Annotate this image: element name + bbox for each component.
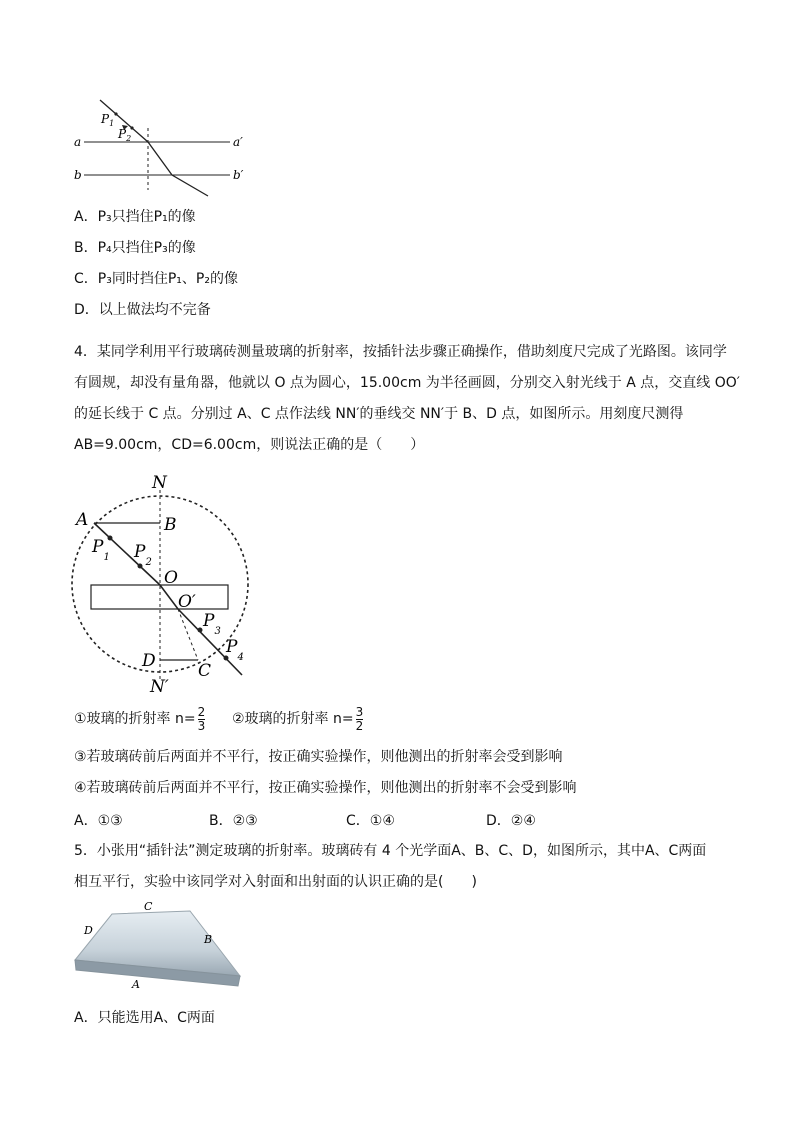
- q3-option-d: D．以上做法均不完备: [74, 302, 211, 318]
- q4-option-b: B．②③: [209, 813, 258, 829]
- label-a: A: [76, 510, 89, 530]
- label-p1: $P_1$: [92, 537, 110, 563]
- q4-option-c: C．①④: [346, 813, 395, 829]
- label-n-prime: N′: [150, 677, 169, 697]
- label-p1: $P_1$: [101, 112, 115, 128]
- label-b: B: [164, 515, 177, 535]
- pin-p3: [198, 628, 203, 633]
- glass-ray: [160, 585, 178, 609]
- q4-line-4: AB=9.00cm，CD=6.00cm，则说法正确的是（ ）: [74, 437, 425, 453]
- q5-line-2: 相互平行，实验中该同学对入射面和出射面的认识正确的是( ): [74, 874, 477, 890]
- pin-p1: [114, 112, 117, 115]
- q4-statement-3: ③若玻璃砖前后两面并不平行，按正确实验操作，则他测出的折射率会受到影响: [74, 749, 563, 765]
- label-a-prime: a′: [233, 135, 243, 149]
- label-p4: $P_4$: [226, 637, 244, 663]
- label-p2: $P_2$: [118, 127, 132, 143]
- label-a: a: [74, 135, 82, 149]
- q4-line-1: 4．某同学利用平行玻璃砖测量玻璃的折射率，按插针法步骤正确操作，借助刻度尺完成了光路图。该同学: [74, 344, 727, 360]
- q3-option-b: B．P₄只挡住P₃的像: [74, 240, 196, 256]
- q3-option-a: A．P₃只挡住P₁的像: [74, 209, 196, 225]
- refraction-diagram-1: [70, 90, 260, 205]
- q4-option-a: A．①③: [74, 813, 123, 829]
- pin-p2: [130, 126, 133, 129]
- q4-statement-1: ①玻璃的折射率 n= $\frac{2}{3}$: [74, 704, 206, 733]
- label-d: D: [142, 651, 156, 671]
- label-o: O: [164, 568, 178, 588]
- q3-option-c: C．P₃同时挡住P₁、P₂的像: [74, 271, 238, 287]
- pin-p2: [138, 564, 143, 569]
- extension-ooprime: [178, 609, 198, 660]
- label-a: A: [132, 978, 140, 991]
- q4-line-2: 有圆规，却没有量角器，他就以 O 点为圆心，15.00cm 为半径画圆，分别交入射光线于 A 点，交直线 OO′: [74, 375, 740, 391]
- label-p3: $P_3$: [203, 611, 221, 637]
- q4-line-3: 的延长线于 C 点。分别过 A、C 点作法线 NN′的垂线交 NN′于 B、D 点，如图所示。用刻度尺测得: [74, 406, 684, 422]
- label-n: N: [152, 473, 167, 493]
- q4-option-d: D．②④: [486, 813, 536, 829]
- label-c: C: [198, 661, 212, 681]
- refraction-diagram-2: [60, 468, 270, 698]
- label-b: B: [204, 933, 213, 946]
- label-b: b: [74, 168, 82, 182]
- q4-statement-4: ④若玻璃砖前后两面并不平行，按正确实验操作，则他测出的折射率不会受到影响: [74, 780, 577, 796]
- pin-p1: [108, 536, 113, 541]
- q5-line-1: 5．小张用“插针法”测定玻璃的折射率。玻璃砖有 4 个光学面A、B、C、D，如图所示，其中A、C两面: [74, 843, 707, 859]
- q4-statement-2: ②玻璃的折射率 n= $\frac{3}{2}$: [232, 704, 364, 733]
- label-b-prime: b′: [233, 168, 244, 182]
- label-p2: $P_2$: [134, 542, 152, 568]
- q5-option-a: A．只能选用A、C两面: [74, 1010, 215, 1026]
- label-d: D: [84, 924, 93, 937]
- label-o-prime: O′: [178, 592, 196, 612]
- glass-brick-figure: [70, 898, 250, 993]
- label-c: C: [144, 900, 153, 913]
